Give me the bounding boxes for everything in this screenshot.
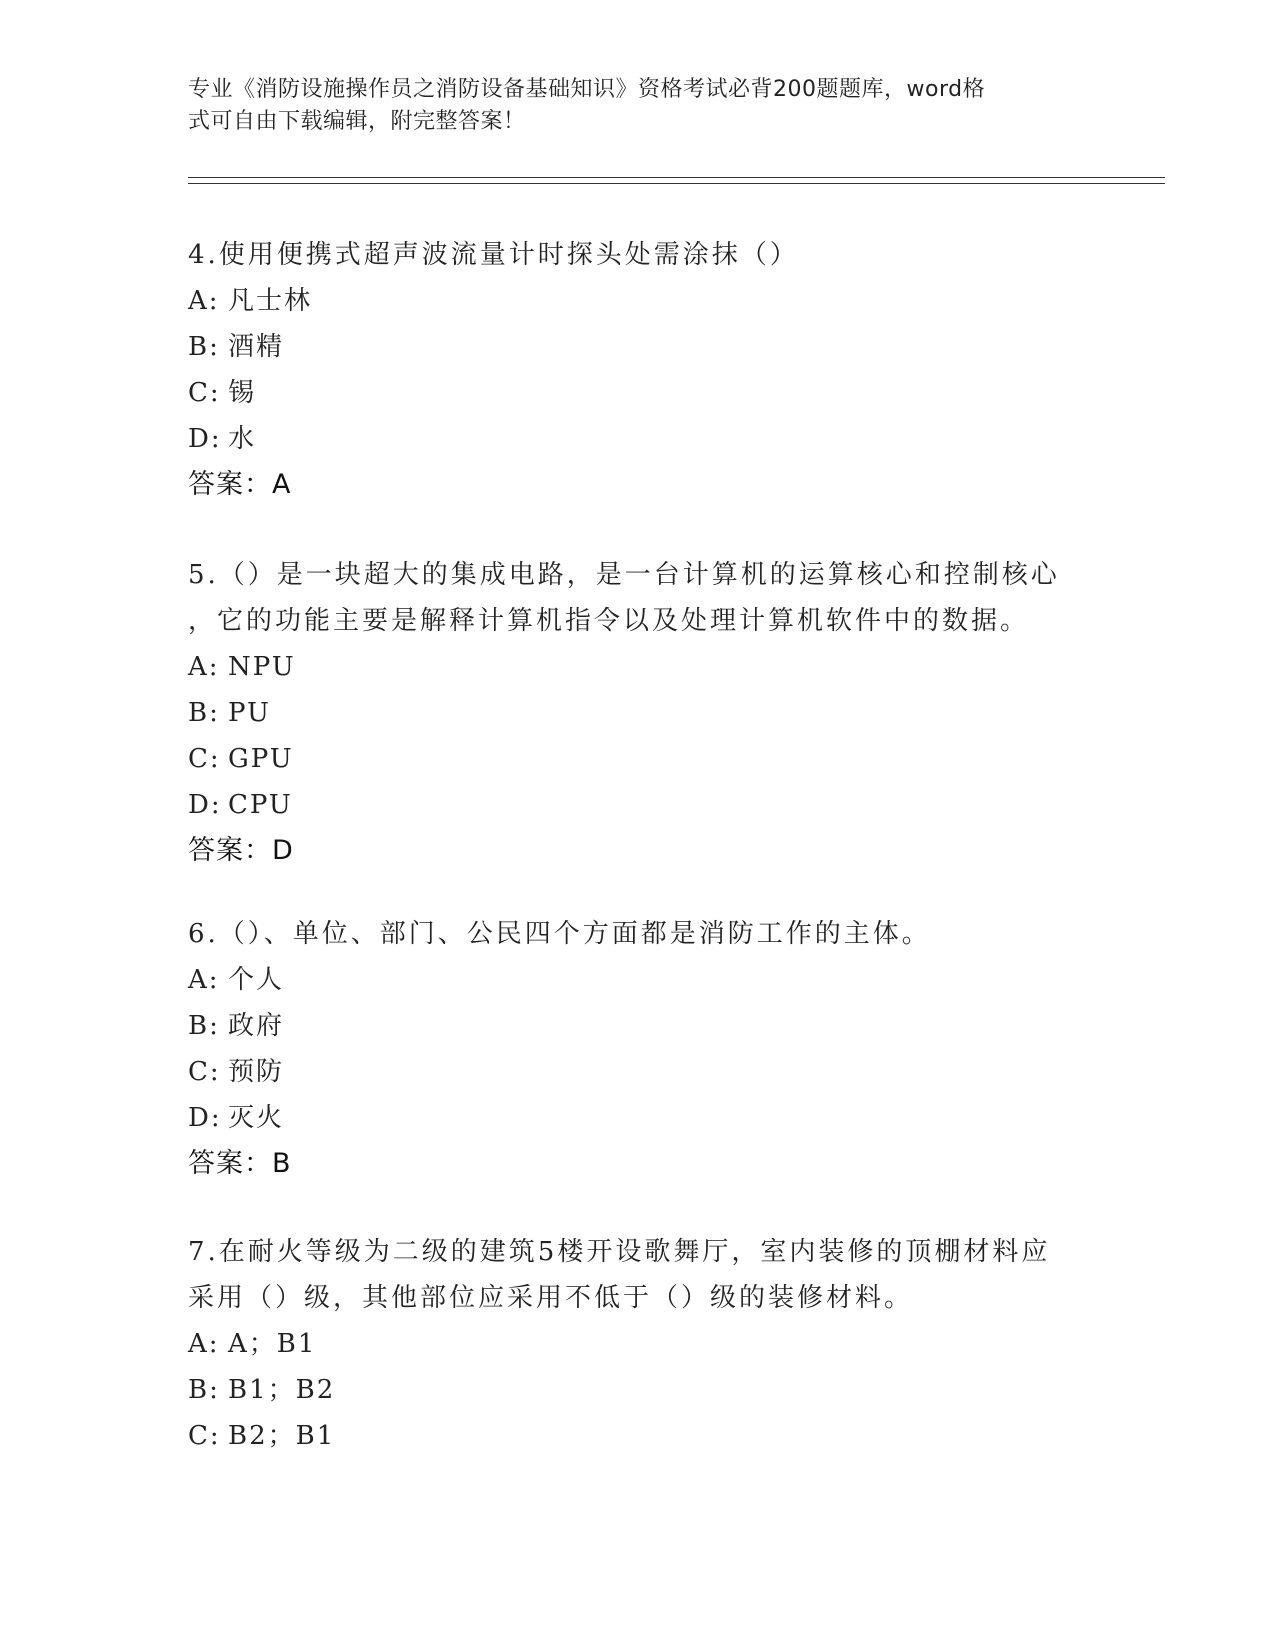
header-line-2: 式可自由下载编辑，附完整答案！ — [188, 109, 526, 134]
question-7 — [188, 1229, 1088, 1459]
option-a: A: NPU — [188, 652, 296, 682]
header-divider-bottom — [188, 183, 1165, 184]
question-stem-line-1: 5.（）是一块超大的集成电路，是一台计算机的运算核心和控制核心 — [188, 560, 1060, 590]
option-d: D: CPU — [188, 790, 293, 820]
option-b: B: PU — [188, 698, 271, 728]
answer-label: 答案：D — [188, 835, 294, 866]
document-header — [188, 74, 1068, 138]
option-a: A: A；B1 — [188, 1329, 317, 1359]
question-stem: 6.（）、单位、部门、公民四个方面都是消防工作的主体。 — [188, 919, 931, 949]
option-d: D: 灭火 — [188, 1103, 285, 1133]
option-a: A: 凡士林 — [188, 286, 313, 316]
header-line-1: 专业《消防设施操作员之消防设备基础知识》资格考试必背200题题库，word格 — [188, 77, 986, 102]
question-stem-line-1: 7.在耐火等级为二级的建筑5楼开设歌舞厅，室内装修的顶棚材料应 — [188, 1237, 1051, 1267]
header-divider-top — [188, 177, 1165, 178]
option-c: C: GPU — [188, 744, 294, 774]
option-c: C: B2；B1 — [188, 1421, 336, 1451]
question-4 — [188, 232, 1088, 508]
option-c: C: 预防 — [188, 1057, 285, 1087]
option-b: B: 酒精 — [188, 332, 285, 362]
question-5 — [188, 552, 1088, 874]
question-stem-line-2: ，它的功能主要是解释计算机指令以及处理计算机软件中的数据。 — [188, 606, 1030, 636]
question-stem-line-2: 采用（）级，其他部位应采用不低于（）级的装修材料。 — [188, 1283, 914, 1313]
option-c: C: 锡 — [188, 378, 257, 408]
answer-label: 答案：A — [188, 469, 292, 500]
option-b: B: 政府 — [188, 1011, 285, 1041]
option-b: B: B1；B2 — [188, 1375, 336, 1405]
question-6 — [188, 911, 1088, 1187]
option-a: A: 个人 — [188, 965, 285, 995]
answer-label: 答案：B — [188, 1148, 292, 1179]
question-stem: 4.使用便携式超声波流量计时探头处需涂抹（） — [188, 240, 799, 270]
option-d: D: 水 — [188, 424, 257, 454]
